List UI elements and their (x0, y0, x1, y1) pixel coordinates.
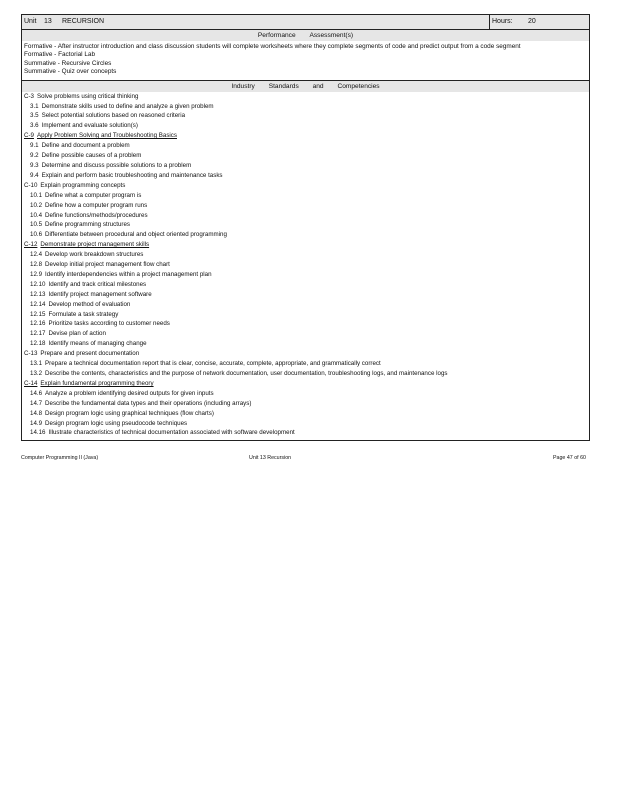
item-code: C-13 (24, 350, 38, 358)
item-code: 14.8 (30, 409, 43, 417)
item-code: 10.4 (30, 211, 43, 219)
standard-item (24, 240, 587, 250)
item-text: Prioritize tasks according to customer needs (48, 320, 170, 328)
item-code: 12.9 (30, 270, 43, 278)
competency-item (24, 399, 587, 409)
item-text: Define programming structures (45, 221, 130, 229)
competency-item (24, 359, 587, 369)
standards-list (21, 92, 590, 442)
item-code: 10.1 (30, 191, 43, 199)
heading-word: Competencies (337, 82, 380, 90)
item-code: 12.17 (30, 330, 46, 338)
heading-word: Industry (231, 82, 255, 90)
item-text: Differentiate between procedural and object oriented programming (45, 231, 227, 239)
item-code: C-3 (24, 92, 34, 100)
item-text: Explain programming concepts (40, 181, 126, 189)
item-text: Devise plan of action (48, 330, 106, 338)
item-code: 9.2 (30, 152, 39, 160)
competency-item (24, 191, 587, 201)
item-code: 10.2 (30, 201, 43, 209)
item-code: C-14 (24, 379, 38, 387)
item-code: 13.1 (30, 360, 43, 368)
item-code: 14.7 (30, 399, 43, 407)
item-code: 9.1 (30, 142, 39, 150)
competency-item (24, 270, 587, 280)
competency-item (24, 141, 587, 151)
item-text: Identify interdependencies within a project management plan (45, 270, 212, 278)
curriculum-page (21, 14, 590, 441)
competency-item (24, 121, 587, 131)
item-code: 12.13 (30, 290, 46, 298)
item-code: 12.16 (30, 320, 46, 328)
item-text: Determine and discuss possible solutions to a problem (41, 161, 192, 169)
item-code: 12.14 (30, 300, 46, 308)
competency-item (24, 280, 587, 290)
competency-item (24, 250, 587, 260)
item-code: 9.3 (30, 161, 39, 169)
item-text: Identify project management software (48, 290, 152, 298)
item-code: 9.4 (30, 171, 39, 179)
competency-item (24, 161, 587, 171)
item-code: 12.10 (30, 280, 46, 288)
item-text: Define what a computer program is (45, 191, 142, 199)
item-code: 10.6 (30, 231, 43, 239)
item-code: 3.1 (30, 102, 39, 110)
item-code: 10.5 (30, 221, 43, 229)
heading-word: Standards (268, 82, 299, 90)
competency-item (24, 428, 587, 438)
heading-word: Assessment(s) (309, 32, 354, 39)
competency-item (24, 171, 587, 181)
item-text: Select potential solutions based on reasoned criteria (41, 112, 186, 120)
item-code: 12.8 (30, 261, 43, 269)
item-text: Implement and evaluate solution(s) (41, 122, 138, 130)
competency-item (24, 369, 587, 379)
competency-item (24, 310, 587, 320)
item-text: Explain and perform basic troubleshooting and maintenance tasks (41, 171, 223, 179)
item-text: Identify and track critical milestones (48, 280, 147, 288)
item-text: Demonstrate project management skills (40, 241, 150, 249)
item-code: C-9 (24, 132, 34, 140)
competency-item (24, 419, 587, 429)
item-text: Identify means of managing change (48, 340, 147, 348)
standard-item (24, 131, 587, 141)
item-text: Design program logic using pseudocode techniques (45, 419, 188, 427)
assessment-line: Formative - After instructor introduction and class discussion students will complete worksheets where they complete segments of code and predict output from a code segment (24, 43, 521, 50)
competency-item (24, 211, 587, 221)
footer-course: Computer Programming II (Java) (21, 455, 99, 461)
item-text: Develop initial project management flow chart (45, 261, 170, 269)
competency-item (24, 111, 587, 121)
item-text: Illustrate characteristics of technical documentation associated with software development (48, 429, 295, 437)
item-text: Prepare a technical documentation report that is clear, concise, accurate, complete, appropriate, and grammatically correct (45, 360, 381, 368)
assessment-line: Formative - Factorial Lab (24, 51, 96, 59)
item-text: Define possible causes of a problem (41, 152, 142, 160)
item-code: C-10 (24, 181, 38, 189)
item-text: Design program logic using graphical techniques (flow charts) (45, 409, 214, 417)
item-text: Develop method of evaluation (48, 300, 131, 308)
item-text: Develop work breakdown structures (45, 251, 144, 259)
footer-page-number: Page 47 of 60 (553, 455, 586, 461)
competency-item (24, 230, 587, 240)
competency-item (24, 329, 587, 339)
competency-item (24, 151, 587, 161)
standard-item (24, 181, 587, 191)
standard-item (24, 349, 587, 359)
competency-item (24, 319, 587, 329)
standard-item (24, 379, 587, 389)
assessment-line: Summative - Recursive Circles (24, 59, 112, 67)
item-code: C-12 (24, 241, 38, 249)
item-code: 12.4 (30, 251, 43, 259)
page-footer (21, 453, 590, 463)
footer-unit: Unit 13 Recursion (249, 455, 292, 461)
item-code: 14.9 (30, 419, 43, 427)
competency-item (24, 300, 587, 310)
item-text: Demonstrate skills used to define and analyze a given problem (41, 102, 214, 110)
item-code: 13.2 (30, 370, 43, 377)
competency-item (24, 389, 587, 399)
unit-number: 13 (44, 18, 52, 25)
item-text: Analyze a problem identifying desired outputs for given inputs (45, 389, 214, 397)
item-text: Define and document a problem (41, 142, 130, 150)
item-code: 12.18 (30, 340, 46, 348)
standards-heading (21, 81, 590, 92)
item-text: Describe the fundamental data types and their operations (including arrays) (45, 399, 252, 407)
item-text: Apply Problem Solving and Troubleshooting Basics (36, 132, 177, 140)
performance-assessment-heading (21, 30, 590, 41)
item-code: 14.16 (30, 429, 46, 437)
item-code: 12.15 (30, 310, 46, 318)
header-divider (489, 15, 490, 29)
competency-item (24, 409, 587, 419)
item-text: Solve problems using critical thinking (36, 92, 139, 100)
performance-assessment-body (21, 41, 590, 81)
heading-word: and (312, 82, 324, 90)
item-code: 14.6 (30, 389, 43, 397)
assessment-line: Summative - Quiz over concepts (24, 68, 117, 76)
hours-value: 20 (528, 18, 536, 25)
item-text: Define how a computer program runs (45, 201, 148, 209)
item-text: Define functions/methods/procedures (45, 211, 148, 219)
item-code: 3.5 (30, 112, 39, 120)
heading-word: Performance (257, 32, 296, 39)
unit-label: Unit (24, 18, 37, 25)
competency-item (24, 290, 587, 300)
item-code: 3.6 (30, 122, 39, 130)
hours-label: Hours: (492, 18, 513, 25)
unit-title: RECURSION (62, 18, 105, 25)
standard-item (24, 92, 587, 102)
competency-item (24, 201, 587, 211)
item-text: Prepare and present documentation (40, 350, 140, 358)
competency-item (24, 260, 587, 270)
competency-item (24, 339, 587, 349)
item-text: Formulate a task strategy (48, 310, 119, 318)
competency-item (24, 102, 587, 112)
item-text: Explain fundamental programming theory (40, 379, 154, 387)
item-text: Describe the contents, characteristics and the purpose of network documentation, user documentation, troubleshooting logs, and maintenance logs (45, 370, 448, 377)
competency-item (24, 220, 587, 230)
unit-header (21, 14, 590, 30)
